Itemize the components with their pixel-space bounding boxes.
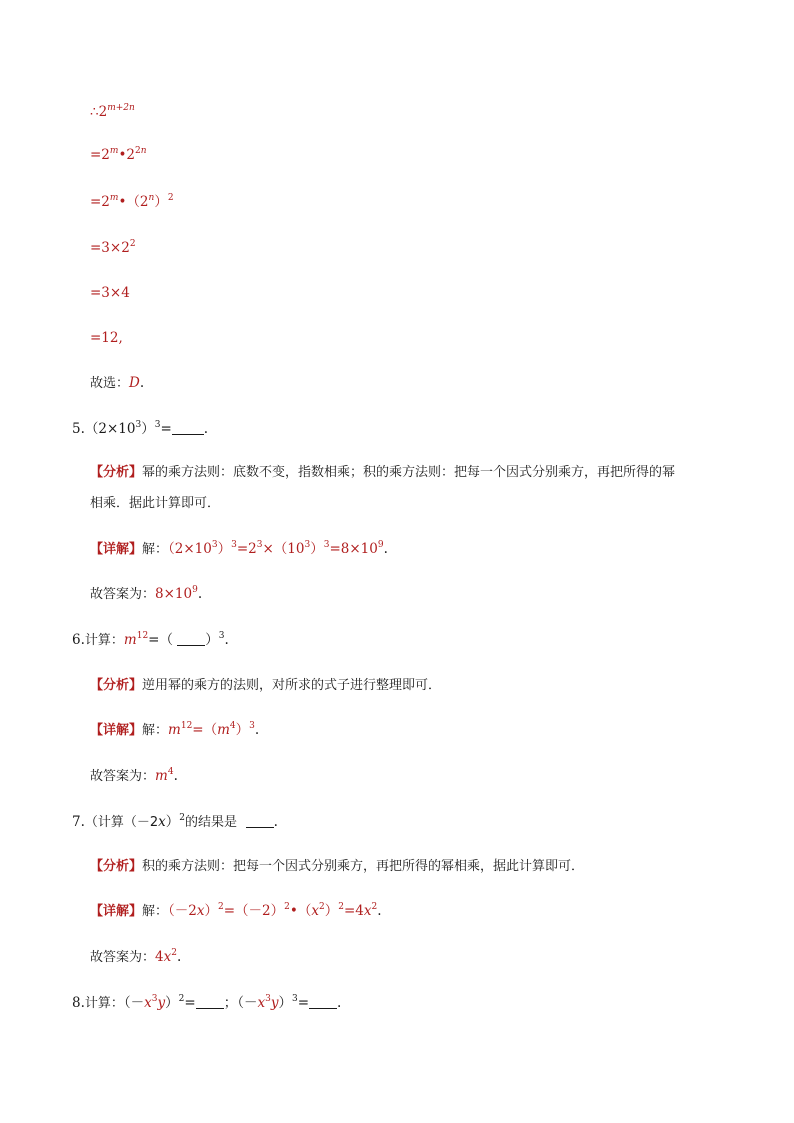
step-line-6: =12, (90, 330, 123, 346)
choose-answer: 故选：D. (90, 375, 145, 391)
question-7: 7.（计算$(-2x)^2$的结果是 . (72, 813, 278, 830)
answer-blank (172, 422, 204, 435)
step-line-4: $=3\times 2^2$ (90, 239, 136, 256)
answer-blank (246, 815, 274, 828)
question-8: 8.计算：$(-x^3y)^2=$ ；$(-x^3y)^3=$ . (72, 994, 342, 1011)
analysis-6: 【分析】逆用幂的乘方的法则，对所求的式子进行整理即可． (90, 678, 442, 693)
detail-7: 【详解】解：$(-2x)^2=(-2)^2•(x^2)^2=4x^2$. (90, 902, 382, 919)
analysis-5: 【分析】幂的乘方法则：底数不变，指数相乘；积的乘方法则：把每一个因式分别乘方，再把所得的幂 (90, 465, 676, 480)
detail-5: 【详解】解：$(2\times 10^3)^3=2^3\times(10^3)^3=8\times 10^9$. (90, 540, 388, 557)
detail-6: 【详解】解：$m^{12}=(m^4)^3$. (90, 721, 260, 738)
step-line-2: $=2^m•2^{2n}$ (90, 146, 147, 163)
analysis-7: 【分析】积的乘方法则：把每一个因式分别乘方，再把所得的幂相乘，据此计算即可． (90, 859, 585, 874)
step-line-1: $\therefore 2^{m+2n}$ (90, 103, 135, 120)
step-line-5: =3×4 (90, 285, 130, 301)
question-5: $5.(2\times 10^3)^3=$ . (72, 420, 209, 437)
answer-blank (177, 633, 205, 646)
step-line-3: $=2^m•(2^n)^2$ (90, 193, 174, 210)
answer-7: 故答案为：$4x^2$. (90, 948, 182, 965)
answer-6: 故答案为：$m^4$. (90, 767, 178, 784)
analysis-5-cont: 相乘．据此计算即可． (90, 496, 221, 511)
answer-blank-2 (309, 996, 337, 1009)
question-6: 6.计算：$m^{12}=$（ ）$^3$. (72, 631, 229, 648)
answer-blank-1 (196, 996, 224, 1009)
answer-5: 故答案为：$8\times 10^9$. (90, 585, 203, 602)
